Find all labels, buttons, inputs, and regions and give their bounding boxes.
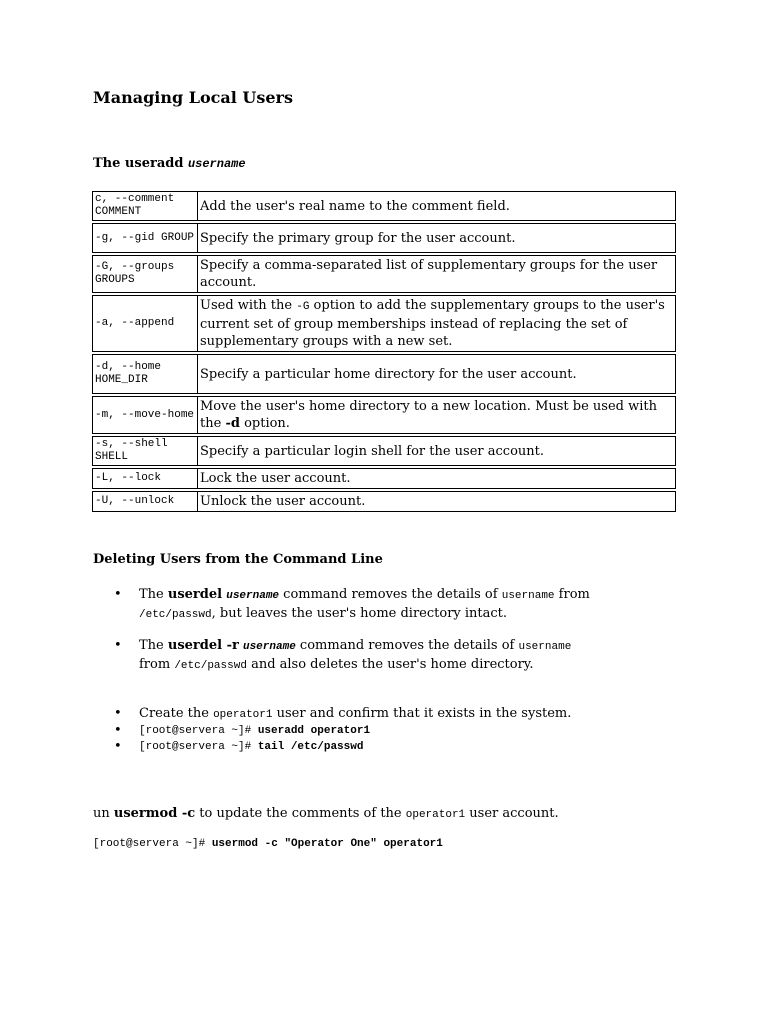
list-item <box>114 739 634 755</box>
description-text: Move the user's home directory to a new location. Must be used with the <box>200 399 658 431</box>
text: from <box>139 657 175 672</box>
description-text: option. <box>239 416 290 431</box>
command-name: userdel -r <box>167 638 239 653</box>
description-cell: Lock the user account. <box>198 468 676 489</box>
option-cell: -a, --append <box>92 295 198 352</box>
shell-command: tail /etc/passwd <box>257 741 364 753</box>
inline-code: operator1 <box>213 709 273 721</box>
option-cell: -s, --shell SHELL <box>92 436 198 466</box>
text: un <box>93 806 114 821</box>
bullet-icon: • <box>114 739 122 754</box>
list-item <box>114 586 594 624</box>
table-row <box>92 255 676 293</box>
text: The <box>139 587 168 602</box>
page-title: Managing Local Users <box>93 88 293 107</box>
shell-command: usermod -c "Operator One" operator1 <box>211 838 443 850</box>
usermod-note <box>93 806 559 821</box>
text: command removes the details of <box>295 638 519 653</box>
description-cell: Unlock the user account. <box>198 491 676 512</box>
description-cell: Specify the primary group for the user account. <box>198 223 676 253</box>
inline-code: -G <box>296 301 310 313</box>
bullet-list <box>114 706 634 755</box>
option-cell: -m, --move-home <box>92 396 198 434</box>
table-row <box>92 436 676 466</box>
description-cell: Specify a particular home directory for the user account. <box>198 354 676 394</box>
option-cell: -g, --gid GROUP <box>92 223 198 253</box>
description-cell: Specify a particular login shell for the user account. <box>198 436 676 466</box>
option-cell: -L, --lock <box>92 468 198 489</box>
inline-code: username <box>501 590 555 602</box>
text: user account. <box>465 806 559 821</box>
inline-code: operator1 <box>405 809 466 821</box>
table-row <box>92 396 676 434</box>
command-name: userdel <box>167 587 223 602</box>
bullet-icon: • <box>114 638 122 653</box>
list-item <box>114 706 634 723</box>
bullet-icon: • <box>114 706 122 721</box>
shell-prompt: [root@servera ~]# <box>139 725 258 737</box>
command-name: usermod -c <box>113 806 196 821</box>
bullet-list <box>114 637 594 675</box>
bullet-icon: • <box>114 723 122 738</box>
text: , but leaves the user's home directory intact. <box>211 606 508 621</box>
shell-prompt: [root@servera ~]# <box>93 838 212 850</box>
description-cell <box>198 295 676 352</box>
description-cell: Specify a comma-separated list of supplementary groups for the user account. <box>198 255 676 293</box>
description-cell: Add the user's real name to the comment field. <box>198 191 676 221</box>
useradd-heading-arg: username <box>187 157 246 171</box>
text: command removes the details of <box>279 587 502 602</box>
bullet-icon: • <box>114 587 122 602</box>
useradd-heading-prefix: The useradd <box>93 156 188 171</box>
command-arg: username <box>226 590 280 602</box>
inline-bold: -d <box>225 416 240 431</box>
table-row <box>92 295 676 352</box>
text: to update the comments of the <box>195 806 406 821</box>
table-row <box>92 468 676 489</box>
shell-command: useradd operator1 <box>257 725 371 737</box>
option-cell: -U, --unlock <box>92 491 198 512</box>
text: user and confirm that it exists in the system. <box>272 706 572 721</box>
text: from <box>554 587 590 602</box>
inline-code: /etc/passwd <box>139 609 212 621</box>
bullet-list <box>114 586 594 624</box>
text: Create the <box>139 706 214 721</box>
text: and also deletes the user's home directory. <box>246 657 534 672</box>
inline-code: username <box>518 641 572 653</box>
shell-prompt: [root@servera ~]# <box>139 741 258 753</box>
useradd-heading <box>93 156 246 171</box>
table-row <box>92 491 676 512</box>
inline-code: /etc/passwd <box>174 660 247 672</box>
table-row <box>92 223 676 253</box>
table-row <box>92 354 676 394</box>
description-cell <box>198 396 676 434</box>
usermod-command-line <box>93 838 443 850</box>
text: The <box>139 638 168 653</box>
description-text: option to add the supplementary groups to the user's current set of group memberships instead of replacing the set of supplementary groups with a new set. <box>200 298 665 349</box>
description-text: Used with the <box>200 298 297 313</box>
list-item <box>114 637 594 675</box>
useradd-options-table <box>92 189 676 514</box>
table-row <box>92 191 676 221</box>
option-cell: c, --comment COMMENT <box>92 191 198 221</box>
list-item <box>114 723 634 739</box>
option-cell: -G, --groups GROUPS <box>92 255 198 293</box>
section-heading: Deleting Users from the Command Line <box>93 552 383 567</box>
command-arg: username <box>242 641 296 653</box>
option-cell: -d, --home HOME_DIR <box>92 354 198 394</box>
